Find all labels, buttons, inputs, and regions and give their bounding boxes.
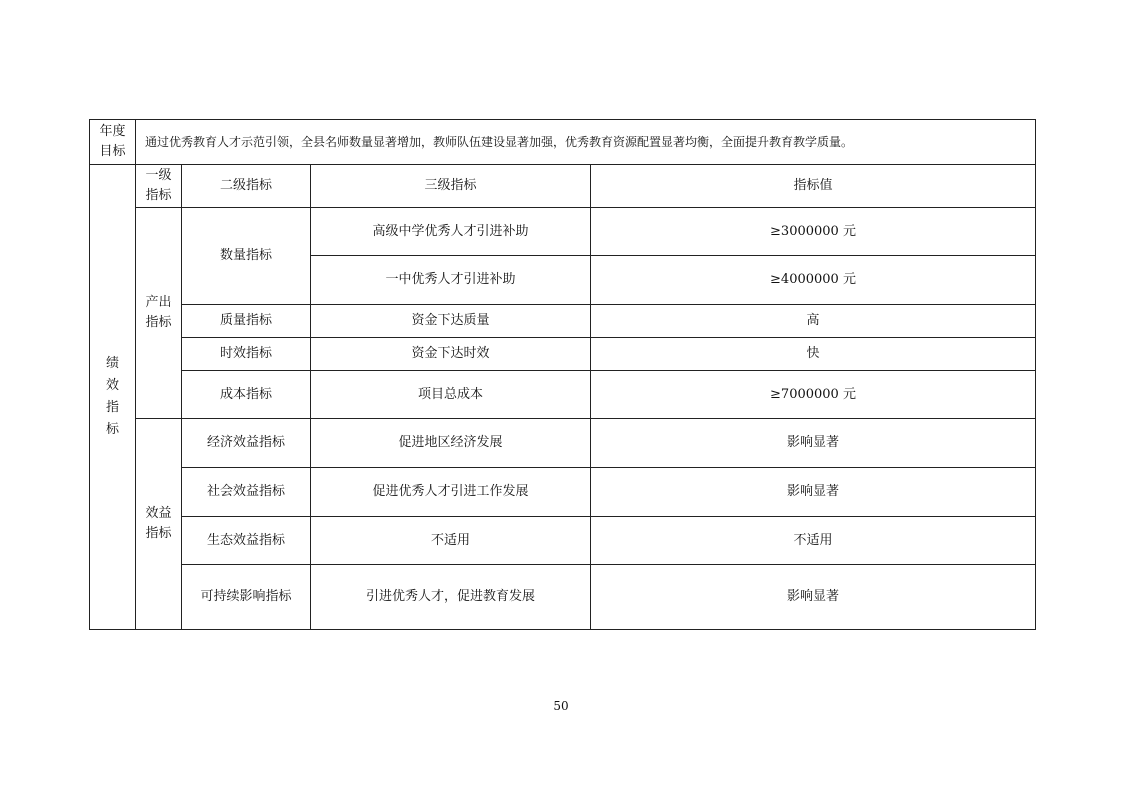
level3-cell: 一中优秀人才引进补助 bbox=[311, 256, 591, 305]
value-cell: ≥7000000 元 bbox=[591, 371, 1036, 419]
value-cell: 高 bbox=[591, 305, 1036, 338]
value-cell: 不适用 bbox=[591, 517, 1036, 565]
level3-cell: 项目总成本 bbox=[311, 371, 591, 419]
level2-cell: 成本指标 bbox=[182, 371, 311, 419]
goal-row bbox=[90, 120, 1036, 165]
table-row bbox=[90, 305, 1036, 338]
level2-cell: 可持续影响指标 bbox=[182, 565, 311, 630]
header-value: 指标值 bbox=[591, 165, 1036, 208]
header-level3: 三级指标 bbox=[311, 165, 591, 208]
performance-table bbox=[89, 119, 1036, 630]
level2-cell: 时效指标 bbox=[182, 338, 311, 371]
level3-cell: 促进地区经济发展 bbox=[311, 419, 591, 468]
table-row bbox=[90, 419, 1036, 468]
level2-cell: 社会效益指标 bbox=[182, 468, 311, 517]
table-row bbox=[90, 517, 1036, 565]
table-row bbox=[90, 338, 1036, 371]
level3-cell: 高级中学优秀人才引进补助 bbox=[311, 208, 591, 256]
page-number: 50 bbox=[553, 699, 569, 713]
level3-cell: 促进优秀人才引进工作发展 bbox=[311, 468, 591, 517]
level2-cell: 生态效益指标 bbox=[182, 517, 311, 565]
header-level2: 二级指标 bbox=[182, 165, 311, 208]
value-cell: 影响显著 bbox=[591, 419, 1036, 468]
value-cell: 影响显著 bbox=[591, 468, 1036, 517]
level3-cell: 资金下达时效 bbox=[311, 338, 591, 371]
level3-cell: 引进优秀人才，促进教育发展 bbox=[311, 565, 591, 630]
level2-cell: 数量指标 bbox=[182, 208, 311, 305]
perf-label: 绩效指标 bbox=[105, 356, 119, 437]
header-level1: 一级指标 bbox=[136, 165, 182, 208]
level3-cell: 资金下达质量 bbox=[311, 305, 591, 338]
table-row bbox=[90, 371, 1036, 419]
group-output-label: 产出指标 bbox=[136, 208, 182, 419]
level2-cell: 质量指标 bbox=[182, 305, 311, 338]
value-cell: 影响显著 bbox=[591, 565, 1036, 630]
level3-cell: 不适用 bbox=[311, 517, 591, 565]
value-cell: ≥3000000 元 bbox=[591, 208, 1036, 256]
perf-label-cell bbox=[90, 165, 136, 630]
goal-label-cell bbox=[90, 120, 136, 165]
table-row bbox=[90, 468, 1036, 517]
value-cell: ≥4000000 元 bbox=[591, 256, 1036, 305]
header-row bbox=[90, 165, 1036, 208]
goal-text: 通过优秀教育人才示范引领，全县名师数量显著增加，教师队伍建设显著加强，优秀教育资源配置显著均衡，全面提升教育教学质量。 bbox=[136, 120, 1036, 165]
table-row bbox=[90, 208, 1036, 256]
goal-label: 年度目标 bbox=[99, 124, 126, 159]
level2-cell: 经济效益指标 bbox=[182, 419, 311, 468]
table-row bbox=[90, 565, 1036, 630]
group-benefit-label: 效益指标 bbox=[136, 419, 182, 630]
value-cell: 快 bbox=[591, 338, 1036, 371]
